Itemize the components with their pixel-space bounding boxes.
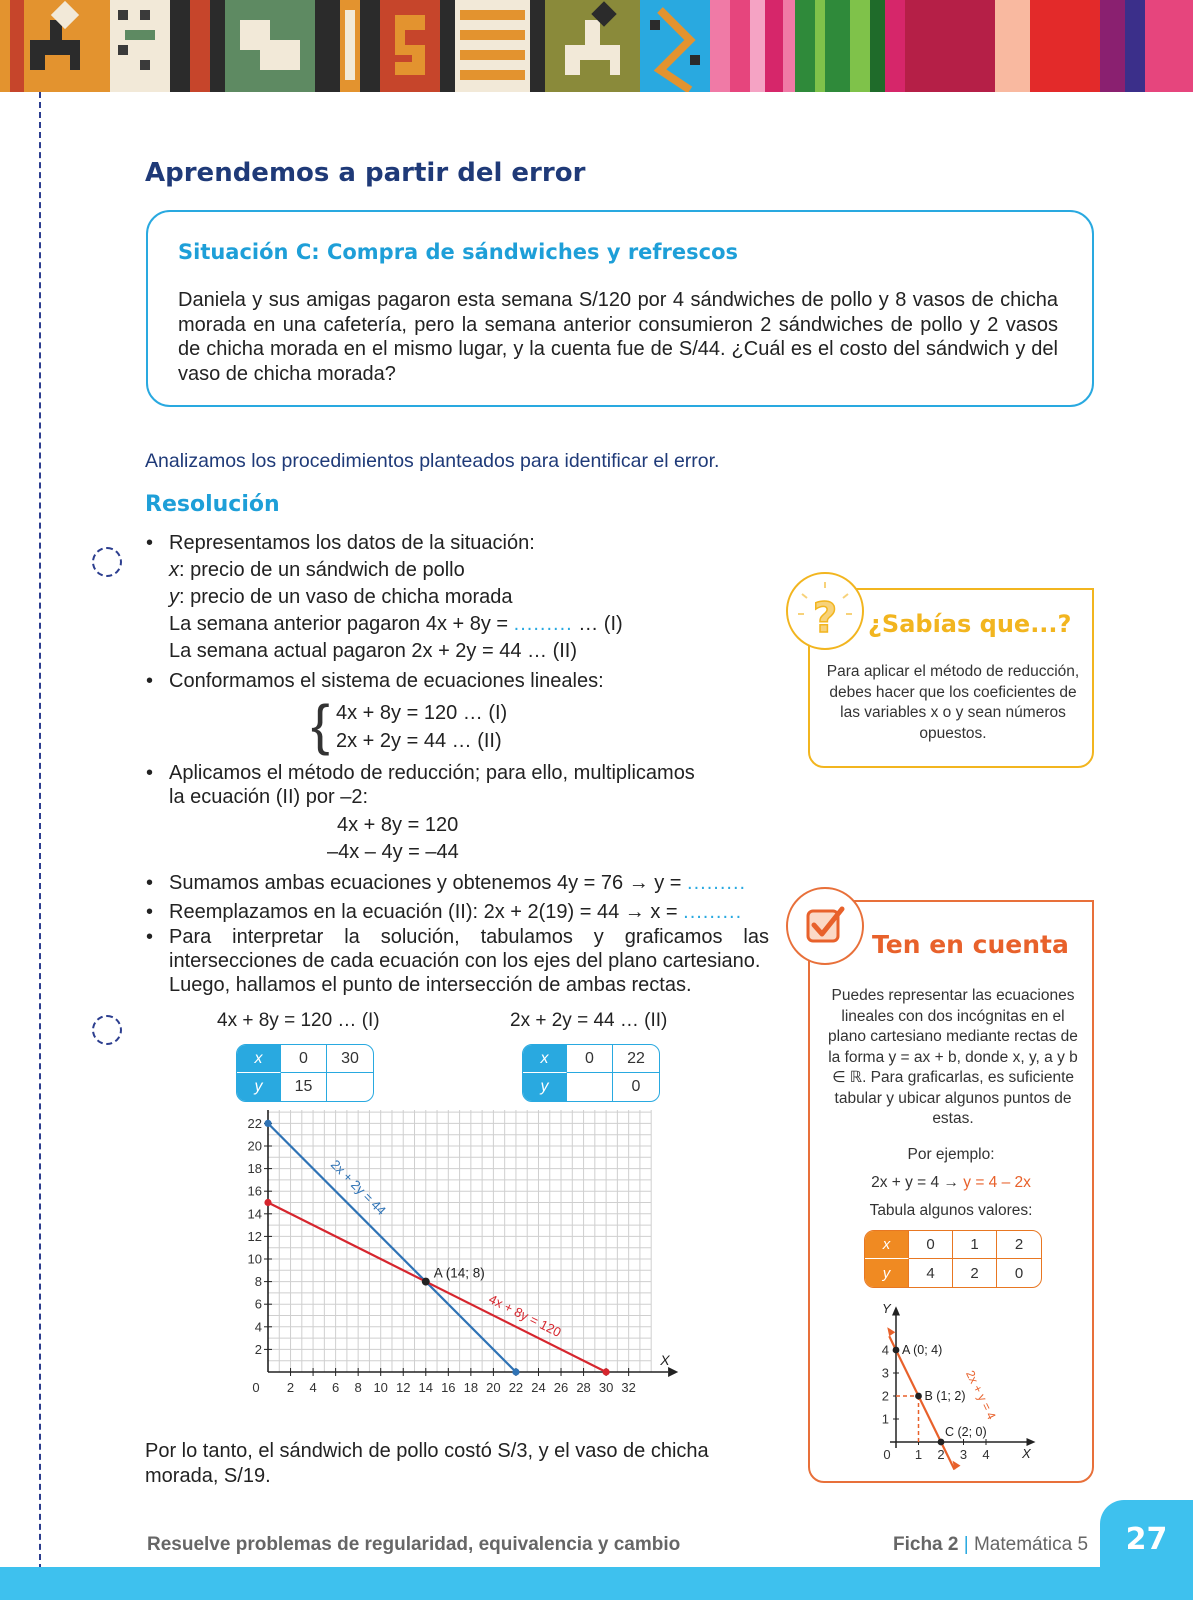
system-equation-1: 4x + 8y = 120 … (I) [336, 702, 508, 724]
blank-fill: ......... [687, 872, 747, 894]
resolution-step-6c: Luego, hallamos el punto de intersección de ambas rectas. [169, 974, 692, 996]
y-tick-label: 3 [881, 1365, 889, 1381]
table-header-x: x [865, 1231, 909, 1259]
x-tick-label: 8 [354, 1380, 362, 1395]
situation-box [146, 210, 1094, 407]
x-axis-label: X [1022, 1446, 1031, 1461]
series-label: 4x + 8y = 120 [486, 1291, 564, 1340]
system-equation-2: 2x + 2y = 44 … (II) [336, 730, 502, 752]
example-point [915, 1393, 922, 1400]
reduction-equation-1: 4x + 8y = 120 [337, 814, 459, 836]
table-cell: 0 [567, 1045, 613, 1073]
step-5-text: Reemplazamos en la ecuación (II): 2x + 2(19) = 44 → x = [169, 901, 684, 923]
footer-bar [0, 1567, 1193, 1600]
x-tick-label: 0 [252, 1380, 260, 1395]
resolution-heading: Resolución [145, 492, 280, 517]
table-header-x: x [237, 1045, 281, 1073]
y-tick-label: 22 [247, 1115, 262, 1131]
y-tick-label: 8 [254, 1274, 262, 1290]
question-mark-icon [786, 572, 864, 650]
x-tick-label: 12 [396, 1380, 411, 1395]
footer-subject-name: Matemática 5 [973, 1534, 1089, 1555]
footer-separator: | [958, 1534, 974, 1555]
x-axis-arrow [668, 1367, 678, 1377]
y-tick-label: 6 [254, 1296, 262, 1312]
conclusion-line-1: Por lo tanto, el sándwich de pollo costó S/3, y el vaso de chicha [145, 1440, 709, 1462]
x-tick-label: 24 [531, 1380, 546, 1395]
x-tick-label: 10 [373, 1380, 388, 1395]
x-tick-label: 32 [621, 1380, 636, 1395]
keep-in-mind-title: Ten en cuenta [872, 930, 1069, 959]
table-cell: 22 [613, 1045, 659, 1073]
did-you-know-title: ¿Sabías que...? [868, 610, 1072, 638]
series-label: 2x + 2y = 44 [327, 1156, 390, 1219]
bullet-2: • [146, 670, 154, 692]
bullet-3: • [146, 762, 154, 784]
x-definition: x: precio de un sándwich de pollo [169, 559, 465, 581]
footer-competency: Resuelve problemas de regularidad, equivalencia y cambio [147, 1534, 681, 1555]
example-graph [870, 1296, 1070, 1472]
x-tick-label: 28 [576, 1380, 591, 1395]
y-tick-label: 4 [881, 1342, 889, 1358]
keep-in-mind-box [808, 900, 1094, 1483]
x-axis-arrow [1027, 1438, 1036, 1446]
table-header-y: y [237, 1073, 281, 1101]
table-cell: 0 [281, 1045, 327, 1073]
bullet-4: • [146, 872, 154, 894]
table-header-y: y [865, 1259, 909, 1287]
x-tick-label: 20 [486, 1380, 501, 1395]
table-cell: 2 [997, 1231, 1041, 1259]
equation-2-label: 2x + 2y = 44 … (II) [510, 1010, 668, 1031]
x-tick-label: 26 [553, 1380, 569, 1395]
resolution-step-6a: Para interpretar la solución, tabulamos y graficamos las [169, 926, 769, 948]
bullet-1: • [146, 532, 154, 554]
x-tick-label: 30 [598, 1380, 614, 1395]
blank-fill: ......... [683, 901, 743, 923]
margin-dashed-circle [92, 1015, 122, 1045]
y-tick-label: 2 [881, 1388, 889, 1404]
footer-ficha: Ficha 2 [893, 1534, 959, 1555]
y-tick-label: 18 [247, 1161, 262, 1177]
example-point-label: B (1; 2) [924, 1389, 966, 1403]
x-axis-label: X [660, 1352, 670, 1368]
series-point [512, 1368, 519, 1375]
example-point-label: C (2; 0) [945, 1425, 987, 1439]
x-tick-label: 2 [286, 1380, 295, 1395]
example-point [938, 1439, 945, 1446]
decorative-banner [0, 0, 1193, 92]
x-tick-label: 3 [959, 1447, 968, 1462]
y-definition: y: precio de un vaso de chicha morada [169, 586, 513, 608]
footer-subject [893, 1534, 1088, 1556]
x-tick-label: 14 [418, 1380, 434, 1395]
conclusion-line-2: morada, S/19. [145, 1465, 271, 1487]
example-intro: Por ejemplo: [907, 1146, 995, 1163]
y-axis-label: Y [882, 1301, 891, 1317]
x-tick-label: 18 [463, 1380, 479, 1395]
situation-text: Daniela y sus amigas pagaron esta semana S/120 por 4 sándwiches de pollo y 8 vasos de chicha morada en una cafetería, pero la semana anterior consumieron 2 sándwiches de pollo y 2 vasos de chicha morada en el mismo lugar, y la cuenta fue de S/44. ¿Cuál es el costo del sándwich y del vaso de chicha morada? [178, 289, 1058, 385]
example-eq-right: y = 4 – 2x [963, 1174, 1031, 1191]
x-tick-label: 22 [508, 1380, 524, 1395]
reduction-equation-2: –4x – 4y = –44 [327, 841, 459, 863]
table-cell: 0 [1014, 1264, 1024, 1282]
x-tick-label: 0 [883, 1447, 891, 1462]
resolution-step-4 [169, 872, 746, 895]
table-cell [327, 1073, 373, 1101]
series-point [264, 1199, 271, 1206]
table-cell: 0 [909, 1231, 953, 1259]
x-tick-label: 2 [937, 1447, 945, 1462]
values-table-eq2 [522, 1044, 660, 1102]
table-cell: 0 [631, 1078, 641, 1095]
table-cell: 4 [909, 1259, 953, 1287]
example-equation [810, 1174, 1092, 1192]
resolution-step-1: Representamos los datos de la situación: [169, 532, 535, 554]
table-cell [567, 1073, 613, 1101]
x-tick-label: 4 [982, 1447, 990, 1462]
tabulate-text: Tabula algunos valores: [869, 1202, 1033, 1219]
current-week-equation: La semana actual pagaron 2x + 2y = 44 … (II) [169, 640, 578, 662]
blank-fill: ......... [513, 613, 573, 635]
system-brace: { [311, 693, 330, 756]
previous-week-equation [169, 613, 623, 636]
example-values-table [864, 1230, 1042, 1288]
prev-week-text: La semana anterior pagaron 4x + 8y = [169, 613, 514, 635]
y-tick-label: 16 [247, 1183, 262, 1199]
y-tick-label: 12 [247, 1228, 262, 1244]
did-you-know-text: Para aplicar el método de reducción, debes hacer que los coeficientes de las variables x o y sean números opuestos. [826, 663, 1080, 742]
y-tick-label: 20 [247, 1138, 262, 1154]
intersection-point [422, 1278, 430, 1286]
example-point [893, 1347, 900, 1354]
table-cell: 15 [281, 1073, 327, 1101]
series-point [603, 1368, 610, 1375]
page-title: Aprendemos a partir del error [145, 158, 586, 188]
checkbox-icon [786, 887, 864, 965]
x-tick-label: 6 [332, 1380, 340, 1395]
y-axis-arrow [892, 1306, 900, 1315]
intersection-label: A (14; 8) [433, 1265, 485, 1281]
x-tick-label: 16 [441, 1380, 456, 1395]
y-tick-label: 1 [881, 1411, 889, 1427]
table-cell: 2 [953, 1259, 997, 1287]
prev-week-suffix: … (I) [572, 613, 623, 635]
series-point [264, 1120, 271, 1127]
lead-text: Analizamos los procedimientos planteados para identificar el error. [145, 450, 720, 472]
x-def-text: : precio de un sándwich de pollo [179, 559, 465, 581]
series-arrow [887, 1327, 895, 1336]
resolution-step-3a: Aplicamos el método de reducción; para ello, multiplicamos [169, 762, 695, 784]
margin-dashed-circle [92, 547, 122, 577]
resolution-step-3b: la ecuación (II) por –2: [169, 786, 368, 808]
table-header-y: y [523, 1073, 567, 1101]
situation-title: Situación C: Compra de sándwiches y refrescos [178, 240, 739, 264]
resolution-step-6b: intersecciones de cada ecuación con los ejes del plano cartesiano. [169, 950, 761, 972]
y-tick-label: 2 [254, 1341, 262, 1357]
y-tick-label: 10 [247, 1251, 262, 1267]
system-graph [240, 1110, 680, 1430]
keep-in-mind-text: Puedes representar las ecuaciones lineales con dos incógnitas en el plano cartesiano mediante rectas de la forma y = ax + b, donde x, y, a y b ∈ ℝ. Para graficarlas, es suficiente tabular y ubicar algunos puntos de estas. [828, 987, 1078, 1127]
values-table-eq1 [236, 1044, 374, 1102]
bullet-6: • [146, 926, 154, 948]
table-cell: 1 [953, 1231, 997, 1259]
y-def-text: : precio de un vaso de chicha morada [179, 586, 513, 608]
series-label: 2x + y = 4 [963, 1368, 999, 1422]
example-eq-left: 2x + y = 4 → [871, 1174, 964, 1191]
equation-1-label: 4x + 8y = 120 … (I) [217, 1010, 380, 1031]
page-number: 27 [1100, 1500, 1193, 1572]
y-tick-label: 4 [254, 1319, 262, 1335]
x-tick-label: 1 [914, 1447, 923, 1462]
bullet-5: • [146, 901, 154, 923]
x-tick-label: 4 [309, 1380, 317, 1395]
resolution-step-5 [169, 901, 742, 924]
margin-dashed-line [39, 92, 41, 1600]
svg-text:?: ? [812, 593, 838, 642]
resolution-step-2: Conformamos el sistema de ecuaciones lineales: [169, 670, 604, 692]
step-4-text: Sumamos ambas ecuaciones y obtenemos 4y = 76 → y = [169, 872, 688, 894]
y-tick-label: 14 [247, 1206, 262, 1222]
table-cell: 30 [327, 1045, 373, 1073]
example-point-label: A (0; 4) [902, 1343, 943, 1357]
table-header-x: x [523, 1045, 567, 1073]
